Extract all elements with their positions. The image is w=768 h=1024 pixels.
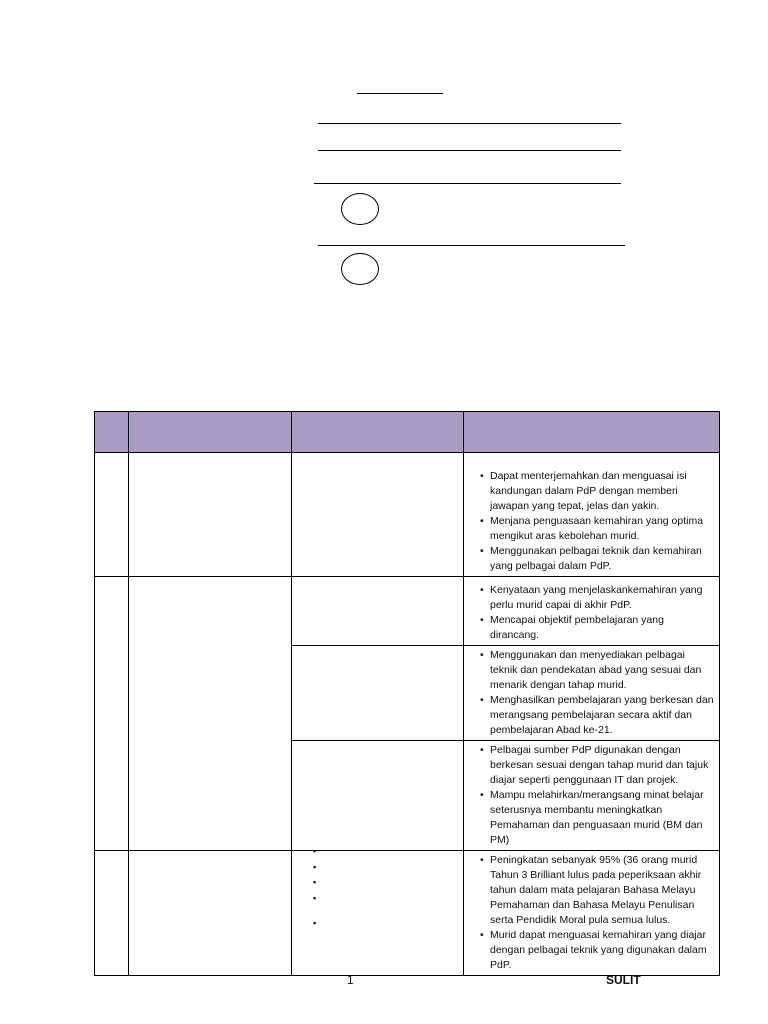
header-cell-aspect (292, 412, 464, 453)
page-number: 1 (347, 973, 354, 987)
form-line-2 (318, 150, 621, 151)
details-cell (464, 453, 720, 577)
square-bullet: ▪ (313, 918, 317, 928)
classification-label: SULIT (606, 973, 641, 987)
list-item: • Peningkatan sebanyak 95% (36 orang murid Tahun 3 Brilliant lulus pada peperiksaan akhir tahun dalam mata pelajaran Bahasa Melayu Pemahaman dan Bahasa Melayu Penulisan serta Pendidik Moral pula semua lulus. (480, 853, 715, 928)
form-line-4 (318, 245, 625, 246)
header-cell-item (129, 412, 292, 453)
details-cell (464, 851, 720, 976)
list-item: • Kenyataan yang menjelaskankemahiran yang perlu murid capai di akhir PdP. (480, 583, 715, 613)
table-row (95, 851, 720, 976)
title-underline (357, 93, 443, 94)
details-cell (464, 646, 720, 741)
header-cell-no (95, 412, 129, 453)
option-circle-2[interactable] (341, 253, 379, 285)
list-item: • Pelbagai sumber PdP digunakan dengan berkesan sesuai dengan tahap murid dan tajuk diajar seperti penggunaan IT dan projek. (480, 743, 715, 788)
details-cell (464, 577, 720, 646)
list-item: • Mampu melahirkan/merangsang minat belajar seterusnya membantu meningkatkan Pemahaman dan penguasaan murid (BM dan PM) (480, 788, 715, 848)
table-row (95, 453, 720, 577)
list-item: • Mencapai objektif pembelajaran yang dirancang. (480, 613, 715, 643)
option-circle-1[interactable] (341, 193, 379, 225)
list-item: • Murid dapat menguasai kemahiran yang diajar dengan pelbagai teknik yang digunakan dalam PdP. (480, 928, 715, 973)
square-bullet: ▪ (313, 846, 317, 856)
table-header-row (95, 412, 720, 453)
rubric-table (94, 411, 720, 976)
list-item: • Menjana penguasaan kemahiran yang optima mengikut aras kebolehan murid. (480, 514, 715, 544)
list-item: • Menghasilkan pembelajaran yang berkesan dan merangsang pembelajaran secara aktif dan pembelajaran Abad ke-21. (480, 693, 715, 738)
square-bullet-list (313, 846, 316, 934)
list-item: • Dapat menterjemahkan dan menguasai isi kandungan dalam PdP dengan memberi jawapan yang tepat, jelas dan yakin. (480, 469, 715, 514)
table-row (95, 577, 720, 646)
details-cell (464, 741, 720, 851)
list-item: • Menggunakan dan menyediakan pelbagai teknik dan pendekatan abad yang sesuai dan menarik dengan tahap murid. (480, 648, 715, 693)
form-line-1 (318, 123, 621, 124)
square-bullet: ▪ (313, 892, 317, 903)
list-item: • Menggunakan pelbagai teknik dan kemahiran yang pelbagai dalam PdP. (480, 544, 715, 574)
square-bullet: ▪ (313, 877, 317, 887)
header-cell-details (464, 412, 720, 453)
form-line-3 (314, 183, 621, 184)
square-bullet: ▪ (313, 861, 317, 872)
